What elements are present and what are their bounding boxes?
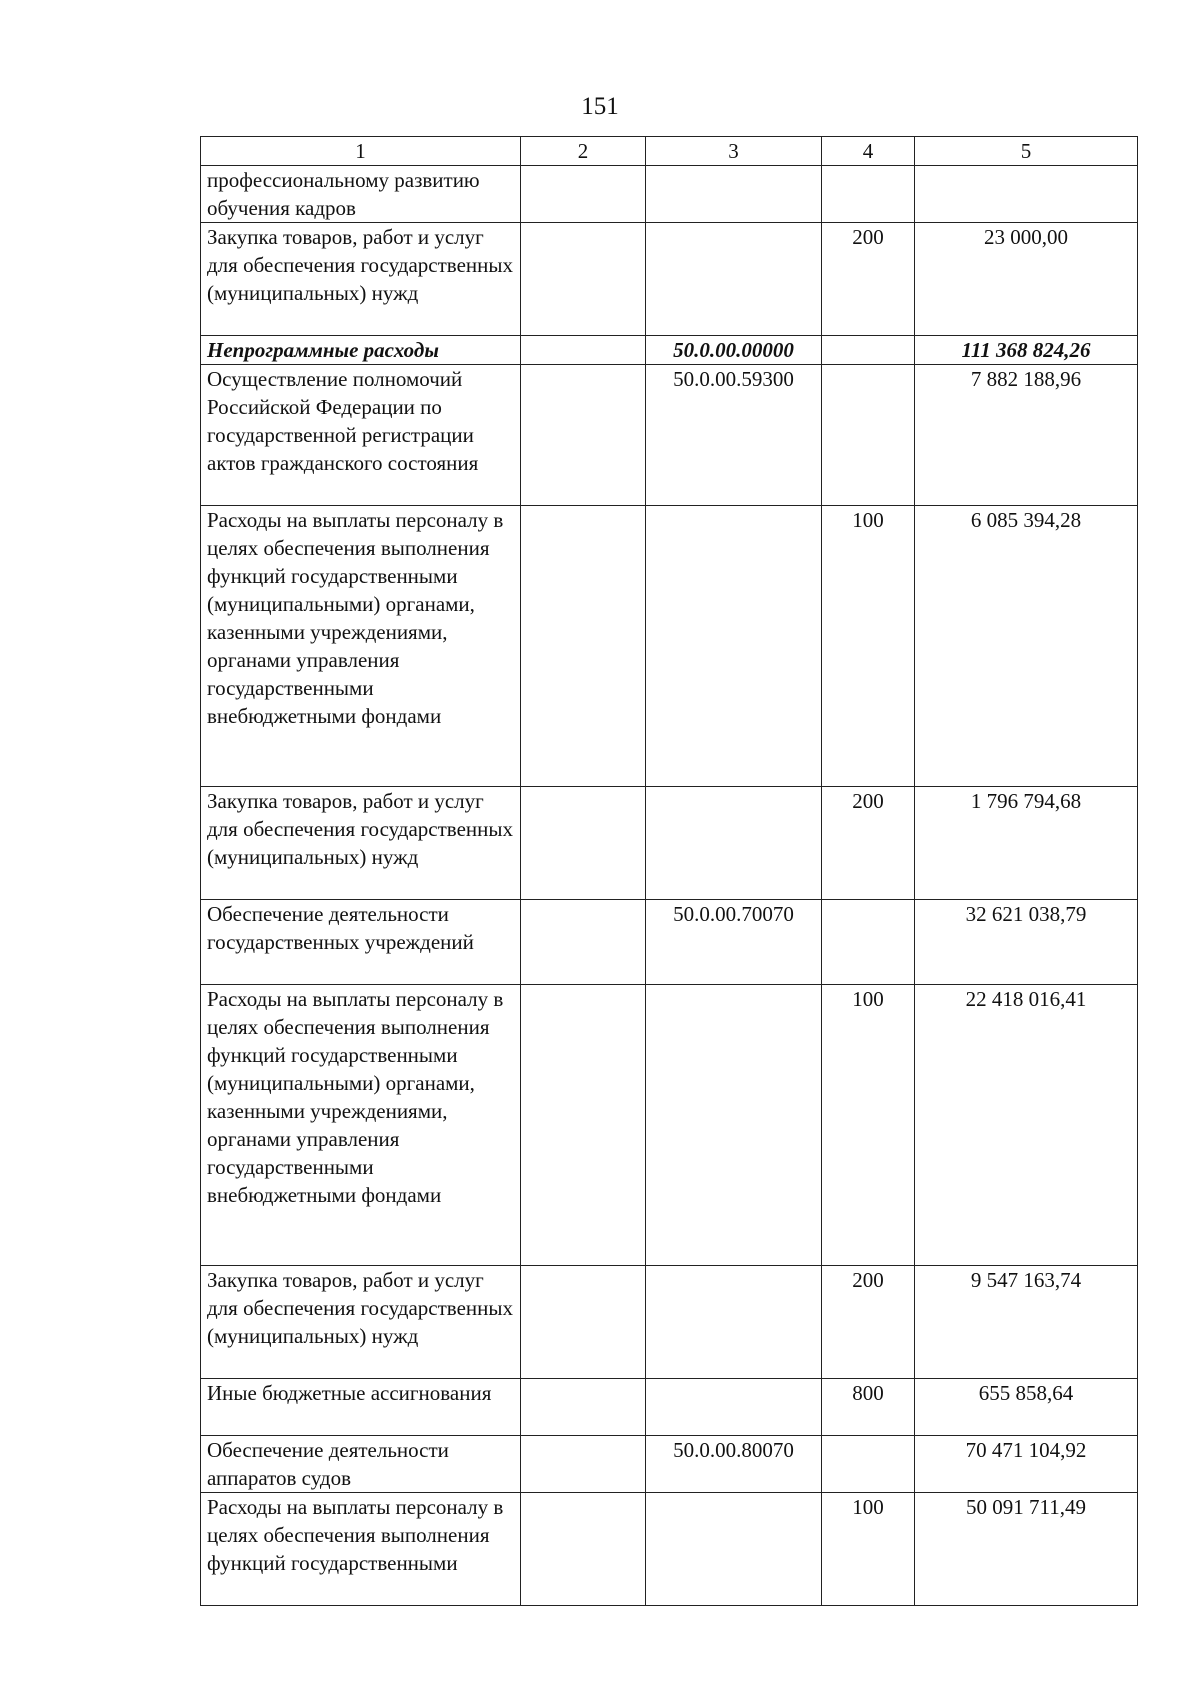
row-name-cell: Закупка товаров, работ и услуг для обеспечения государственных (муниципальных) нужд <box>201 787 521 900</box>
row-name-cell: профессиональному развитию обучения кадров <box>201 166 521 223</box>
row-col2-cell <box>521 1379 646 1436</box>
row-name-cell: Расходы на выплаты персоналу в целях обеспечения выполнения функций государственными <box>201 1493 521 1606</box>
row-type-cell <box>822 1436 915 1493</box>
row-name-cell: Обеспечение деятельности аппаратов судов <box>201 1436 521 1493</box>
row-code-cell <box>646 223 822 336</box>
row-amount-cell <box>915 166 1138 223</box>
table-row <box>201 1436 1138 1493</box>
row-code-cell <box>646 166 822 223</box>
table-row <box>201 1266 1138 1379</box>
row-col2-cell <box>521 336 646 365</box>
row-col2-cell <box>521 1266 646 1379</box>
row-name-cell: Закупка товаров, работ и услуг для обеспечения государственных (муниципальных) нужд <box>201 1266 521 1379</box>
row-col2-cell <box>521 506 646 787</box>
row-code-cell <box>646 985 822 1266</box>
table-row <box>201 223 1138 336</box>
table-row <box>201 336 1138 365</box>
row-type-cell <box>822 900 915 985</box>
row-amount-cell: 1 796 794,68 <box>915 787 1138 900</box>
row-type-cell: 200 <box>822 1266 915 1379</box>
row-amount-cell: 111 368 824,26 <box>915 336 1138 365</box>
header-cell-5: 5 <box>915 137 1138 166</box>
table-row <box>201 1493 1138 1606</box>
row-col2-cell <box>521 1493 646 1606</box>
row-amount-cell: 23 000,00 <box>915 223 1138 336</box>
row-type-cell: 100 <box>822 985 915 1266</box>
row-code-cell <box>646 1379 822 1436</box>
table-body <box>201 137 1138 1606</box>
row-name-cell: Расходы на выплаты персоналу в целях обеспечения выполнения функций государственными (муниципальными) органами, казенными учреждениями, органами управления государственными внебюджетными фондами <box>201 506 521 787</box>
row-code-cell: 50.0.00.59300 <box>646 365 822 506</box>
table-row <box>201 787 1138 900</box>
row-col2-cell <box>521 166 646 223</box>
row-type-cell <box>822 166 915 223</box>
row-col2-cell <box>521 985 646 1266</box>
row-name-cell: Непрограммные расходы <box>201 336 521 365</box>
row-code-cell: 50.0.00.80070 <box>646 1436 822 1493</box>
row-code-cell: 50.0.00.70070 <box>646 900 822 985</box>
page-number: 151 <box>581 93 619 120</box>
row-name-cell: Осуществление полномочий Российской Федерации по государственной регистрации актов гражданского состояния <box>201 365 521 506</box>
header-cell-3: 3 <box>646 137 822 166</box>
row-col2-cell <box>521 365 646 506</box>
row-code-cell <box>646 1266 822 1379</box>
row-col2-cell <box>521 223 646 336</box>
row-code-cell <box>646 1493 822 1606</box>
header-cell-2: 2 <box>521 137 646 166</box>
row-type-cell <box>822 336 915 365</box>
row-amount-cell: 22 418 016,41 <box>915 985 1138 1266</box>
table-row <box>201 900 1138 985</box>
header-cell-4: 4 <box>822 137 915 166</box>
row-name-cell: Расходы на выплаты персоналу в целях обеспечения выполнения функций государственными (муниципальными) органами, казенными учреждениями, органами управления государственными внебюджетными фондами <box>201 985 521 1266</box>
row-type-cell: 800 <box>822 1379 915 1436</box>
row-amount-cell: 50 091 711,49 <box>915 1493 1138 1606</box>
row-col2-cell <box>521 787 646 900</box>
table-row <box>201 506 1138 787</box>
row-amount-cell: 32 621 038,79 <box>915 900 1138 985</box>
row-amount-cell: 6 085 394,28 <box>915 506 1138 787</box>
table-row <box>201 166 1138 223</box>
header-cell-1: 1 <box>201 137 521 166</box>
table-header-row <box>201 137 1138 166</box>
row-col2-cell <box>521 1436 646 1493</box>
table-row <box>201 985 1138 1266</box>
row-code-cell <box>646 787 822 900</box>
row-type-cell: 200 <box>822 223 915 336</box>
row-amount-cell: 70 471 104,92 <box>915 1436 1138 1493</box>
row-type-cell: 200 <box>822 787 915 900</box>
row-amount-cell: 655 858,64 <box>915 1379 1138 1436</box>
row-name-cell: Иные бюджетные ассигнования <box>201 1379 521 1436</box>
row-col2-cell <box>521 900 646 985</box>
row-code-cell <box>646 506 822 787</box>
row-code-cell: 50.0.00.00000 <box>646 336 822 365</box>
row-type-cell <box>822 365 915 506</box>
row-name-cell: Обеспечение деятельности государственных учреждений <box>201 900 521 985</box>
budget-table <box>200 136 1138 1606</box>
table-row <box>201 365 1138 506</box>
row-amount-cell: 7 882 188,96 <box>915 365 1138 506</box>
row-type-cell: 100 <box>822 506 915 787</box>
row-amount-cell: 9 547 163,74 <box>915 1266 1138 1379</box>
table-row <box>201 1379 1138 1436</box>
row-name-cell: Закупка товаров, работ и услуг для обеспечения государственных (муниципальных) нужд <box>201 223 521 336</box>
row-type-cell: 100 <box>822 1493 915 1606</box>
